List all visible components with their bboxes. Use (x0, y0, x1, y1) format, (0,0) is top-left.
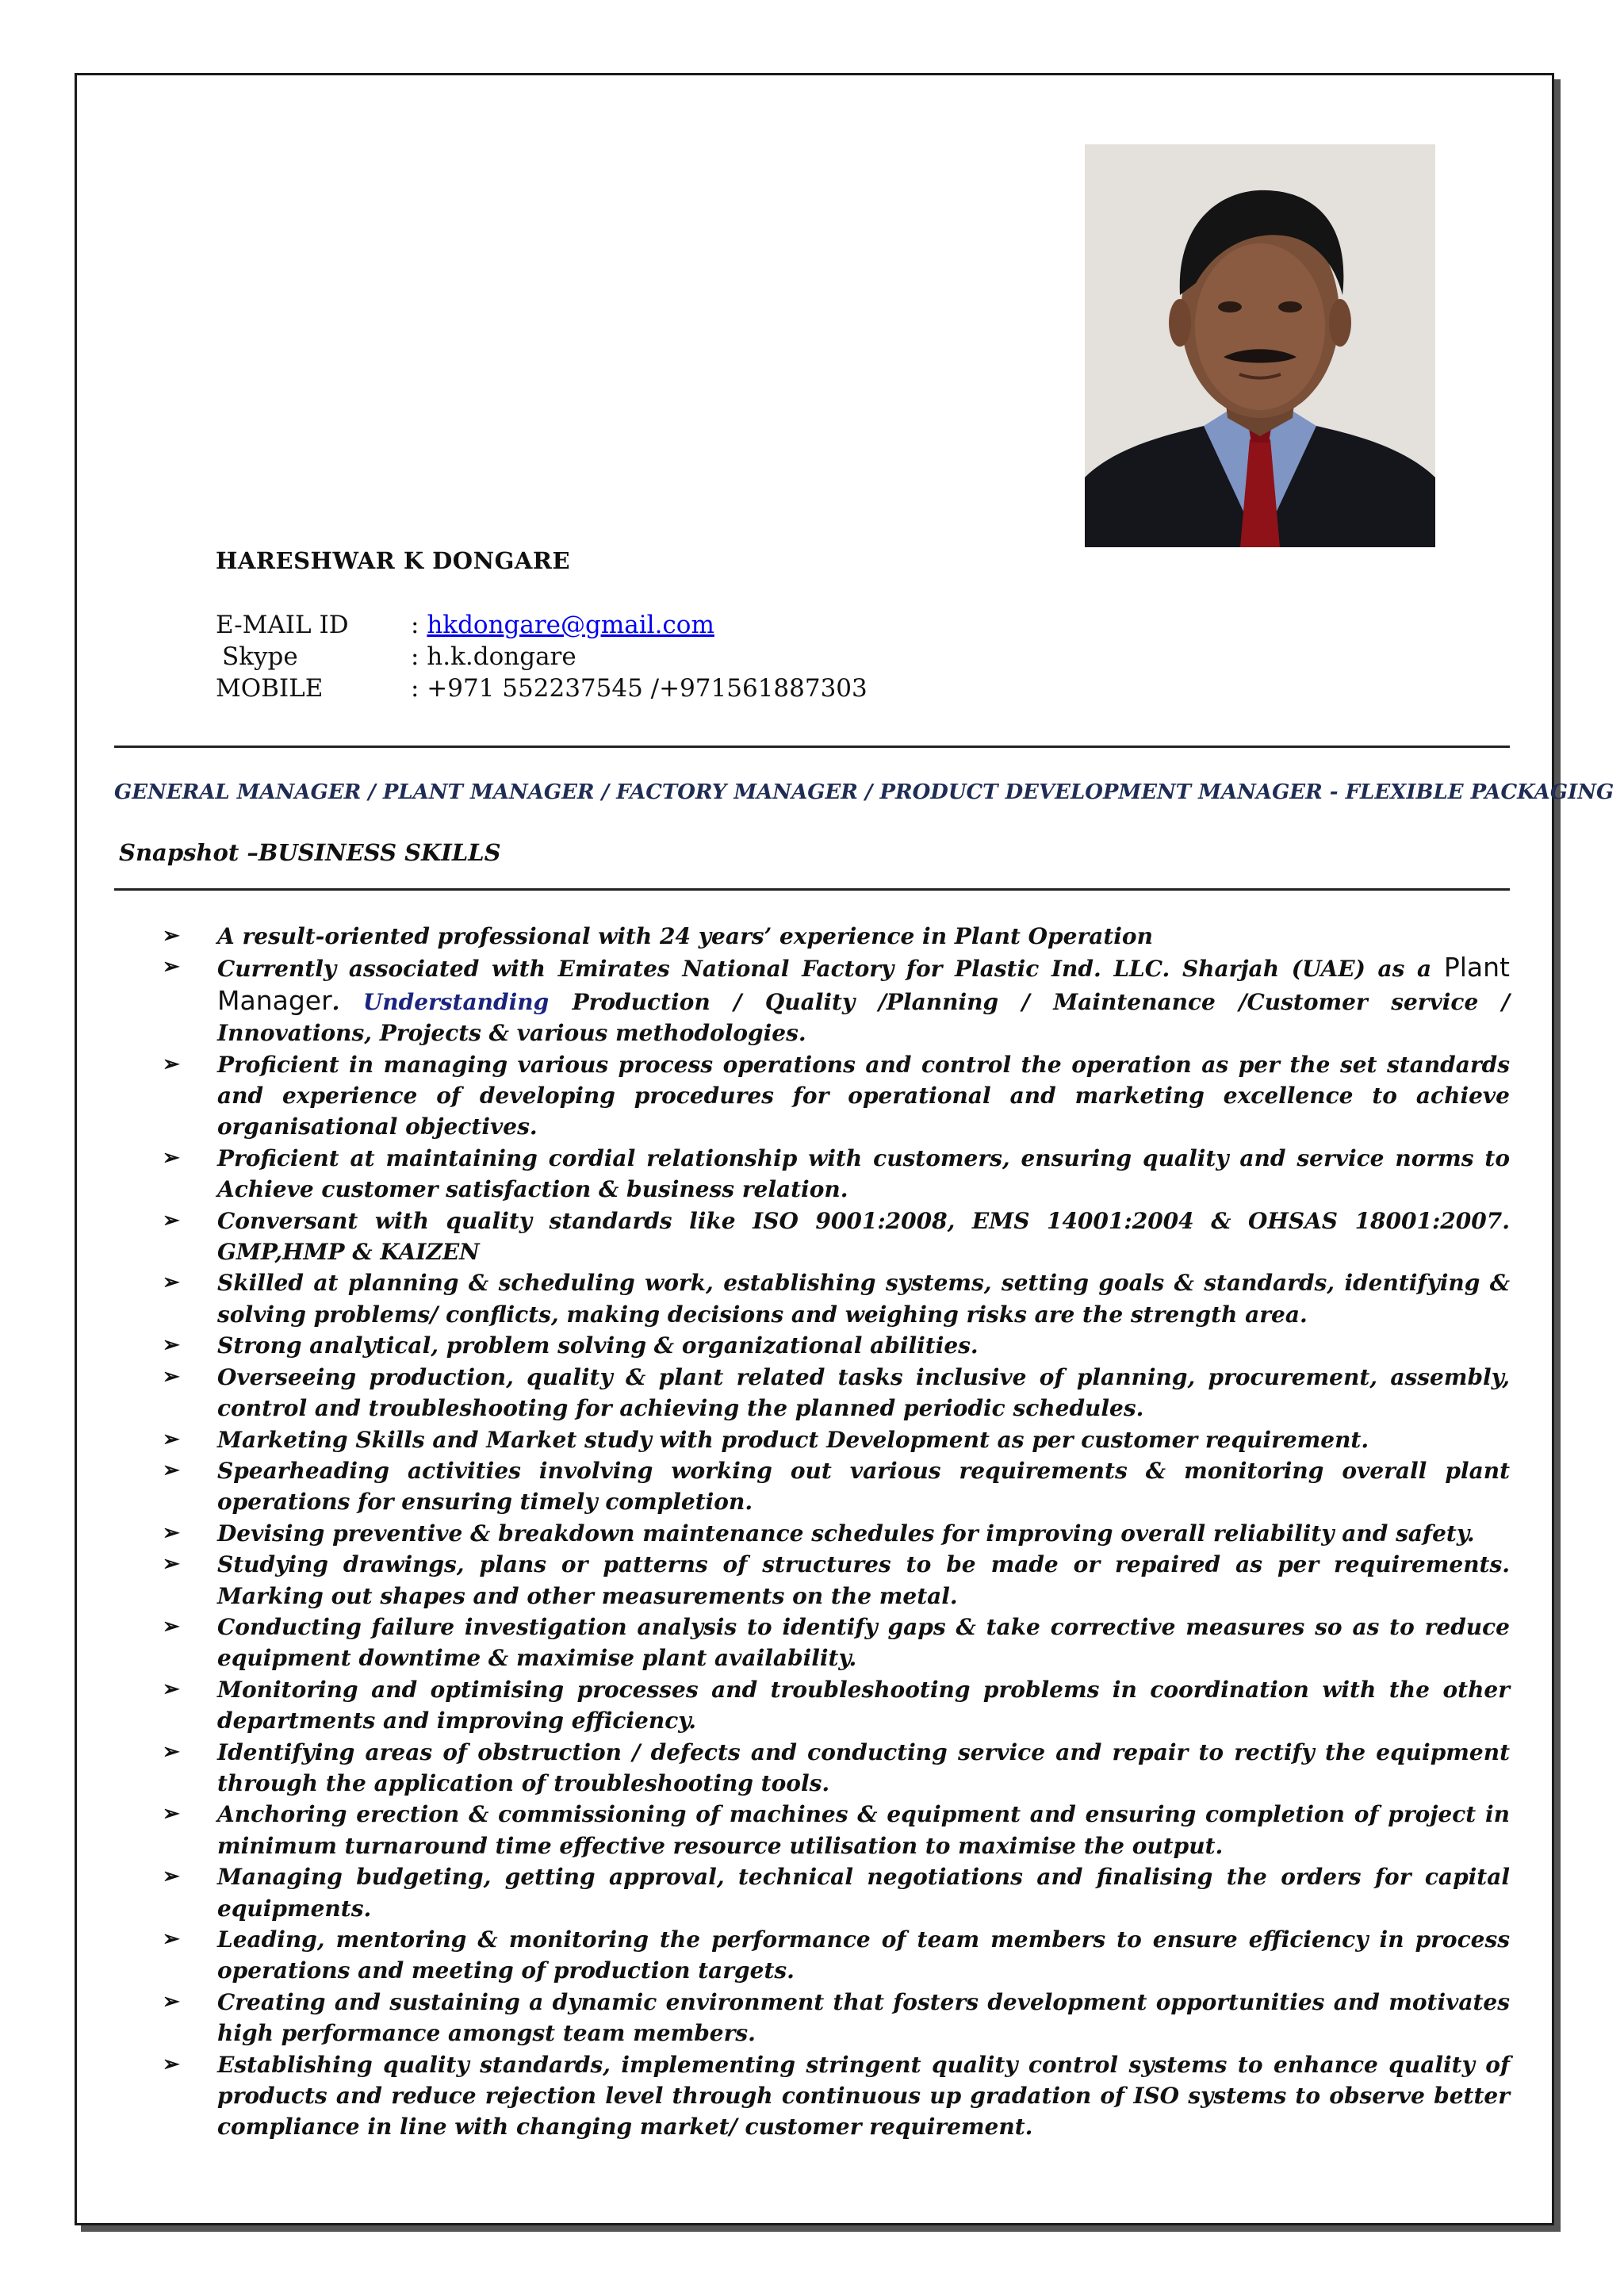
bullet-arrow-icon: ➢ (163, 1614, 180, 1639)
email-link[interactable]: hkdongare@gmail.com (427, 611, 714, 639)
mobile-label: MOBILE (216, 674, 324, 703)
bullet-arrow-icon: ➢ (163, 924, 180, 948)
skills-list (159, 921, 1510, 2143)
skype-label: Skype (222, 642, 298, 671)
skill-item: ➢ Conversant with quality standards like ISO 9001:2008, EMS 14001:2004 & OHSAS 18001:2007. GMP,HMP & KAIZEN (159, 1205, 1510, 1268)
mobile-value: : +971 552237545 /+971561887303 (411, 674, 868, 703)
bullet-arrow-icon: ➢ (163, 1052, 180, 1076)
skill-item: ➢ Leading, mentoring & monitoring the performance of team members to ensure efficiency in process operations and meeting of production targets. (159, 1924, 1510, 1987)
mobile-row (216, 674, 868, 703)
section-title: Snapshot –BUSINESS SKILLS (119, 839, 501, 866)
bullet-arrow-icon: ➢ (163, 1520, 180, 1545)
skill-item: ➢ Skilled at planning & scheduling work, establishing systems, setting goals & standards, identifying & solving problems/ conflicts, making decisions and weighing risks are the strength area. (159, 1267, 1510, 1330)
bullet-arrow-icon: ➢ (163, 1458, 180, 1482)
bullet-arrow-icon: ➢ (163, 1364, 180, 1389)
skill-item: ➢ Identifying areas of obstruction / defects and conducting service and repair to rectify the equipment through the application of troubleshooting tools. (159, 1737, 1510, 1800)
bullet-arrow-icon: ➢ (163, 1427, 180, 1451)
bullet-arrow-icon: ➢ (163, 1145, 180, 1170)
skill-item: ➢ Spearheading activities involving working out various requirements & monitoring overall plant operations for ensuring timely completion. (159, 1455, 1510, 1518)
skill-item: ➢ Currently associated with Emirates National Factory for Plastic Ind. LLC. Sharjah (UAE) as a Plant Manager. Understanding Production / Quality /Planning / Maintenance /Customer service / Innovations, Projects & various methodologies. (163, 952, 1510, 1047)
bullet-arrow-icon: ➢ (163, 1802, 180, 1826)
bullet-arrow-icon: ➢ (163, 1208, 180, 1232)
skill-item: ➢ Conducting failure investigation analysis to identify gaps & take corrective measures so as to reduce equipment downtime & maximise plant availability. (159, 1612, 1510, 1674)
skill-item: ➢ Monitoring and optimising processes and troubleshooting problems in coordination with the other departments and improving efficiency. (159, 1674, 1510, 1737)
skill-item: ➢ Establishing quality standards, implementing stringent quality control systems to enhance quality of products and reduce rejection level through continuous up gradation of ISO systems to observe better compliance in line with changing market/ customer requirement. (159, 2049, 1510, 2143)
skill-item: ➢ Overseeing production, quality & plant related tasks inclusive of planning, procurement, assembly, control and troubleshooting for achieving the planned periodic schedules. (159, 1362, 1510, 1424)
bullet-arrow-icon: ➢ (163, 2052, 180, 2076)
bullet-arrow-icon: ➢ (163, 1927, 180, 1951)
bullet-arrow-icon: ➢ (163, 1333, 180, 1358)
email-label: E-MAIL ID (216, 611, 349, 639)
skill-item: ➢ Creating and sustaining a dynamic environment that fosters development opportunities and motivates high performance amongst team members. (159, 1987, 1510, 2049)
divider-section (114, 888, 1510, 891)
skill-item: ➢ A result-oriented professional with 24 years’ experience in Plant Operation (159, 921, 1510, 952)
skype-row (216, 642, 576, 671)
bullet-arrow-icon: ➢ (163, 1989, 180, 2014)
skype-value: : h.k.dongare (411, 642, 576, 671)
bullet-arrow-icon: ➢ (163, 1865, 180, 1889)
profile-photo (1085, 144, 1435, 547)
skill-item: ➢ Marketing Skills and Market study with product Development as per customer requirement. (159, 1424, 1510, 1455)
skill-item: ➢ Proficient at maintaining cordial relationship with customers, ensuring quality and service norms to Achieve customer satisfaction & business relation. (159, 1143, 1510, 1205)
bullet-arrow-icon: ➢ (163, 1739, 180, 1764)
job-title-headline: GENERAL MANAGER / PLANT MANAGER / FACTORY MANAGER / PRODUCT DEVELOPMENT MANAGER - FLEXIBLE PACKAGING (114, 780, 1614, 804)
skill-item: ➢ Managing budgeting, getting approval, technical negotiations and finalising the orders for capital equipments. (159, 1861, 1510, 1924)
email-row (216, 611, 714, 639)
bullet-arrow-icon: ➢ (163, 1677, 180, 1701)
divider-top (114, 746, 1510, 748)
skill-item: ➢ Studying drawings, plans or patterns of structures to be made or repaired as per requirements. Marking out shapes and other measurements on the metal. (159, 1549, 1510, 1612)
bullet-arrow-icon: ➢ (163, 1552, 180, 1577)
candidate-name: HARESHWAR K DONGARE (216, 547, 571, 574)
skill-item: ➢ Proficient in managing various process operations and control the operation as per the set standards and experience of developing procedures for operational and marketing excellence to achieve organisational objectives. (159, 1049, 1510, 1143)
bullet-arrow-icon: ➢ (163, 1271, 180, 1295)
skill-item: ➢ Devising preventive & breakdown maintenance schedules for improving overall reliability and safety. (159, 1518, 1510, 1549)
skill-item: ➢ Anchoring erection & commissioning of machines & equipment and ensuring completion of project in minimum turnaround time effective resource utilisation to maximise the output. (159, 1799, 1510, 1861)
email-colon: : (411, 611, 427, 639)
bullet-arrow-icon: ➢ (163, 955, 180, 979)
skill-item: ➢ Strong analytical, problem solving & organizational abilities. (159, 1330, 1510, 1361)
